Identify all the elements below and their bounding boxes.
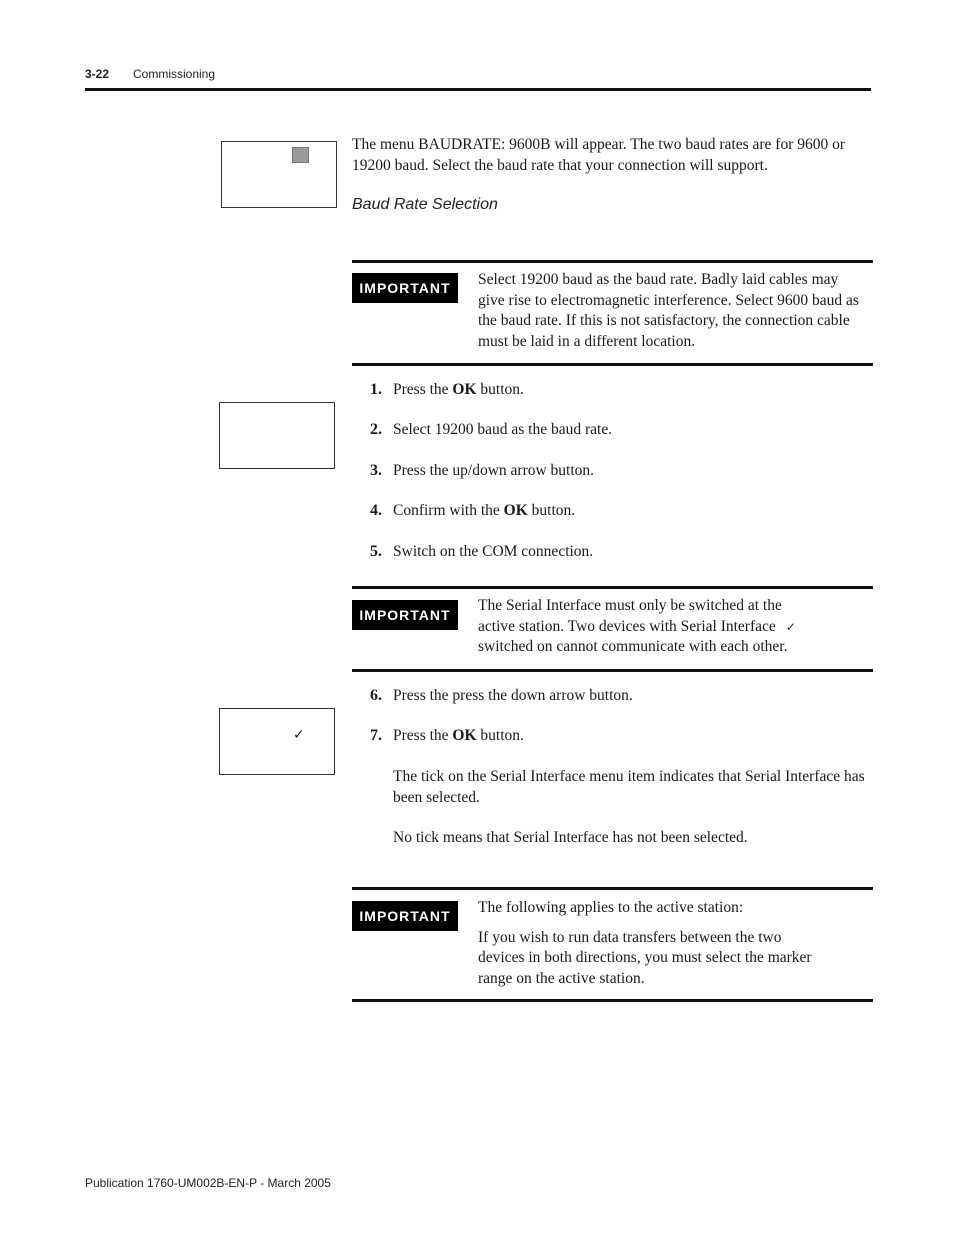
important-text <box>478 898 818 989</box>
important-paragraph: If you wish to run data transfers between the two devices in both directions, you must select the marker range on the active station. <box>478 928 812 987</box>
step-number: 1. <box>370 381 382 398</box>
important-label: IMPORTANT <box>352 901 458 931</box>
publication-footer: Publication 1760-UM002B-EN-P - March 2005 <box>85 1176 331 1190</box>
section-title: Commissioning <box>133 67 216 81</box>
important-line: active station. Two devices with Serial Interface <box>478 617 776 635</box>
lcd-display-blank <box>219 402 335 469</box>
lcd-display-baudrate <box>221 141 337 208</box>
important-bottom-rule <box>352 669 873 672</box>
important-bottom-rule <box>352 999 873 1002</box>
step-text: Press the <box>393 727 453 744</box>
step-text: Switch on the COM connection. <box>393 543 594 560</box>
step-item <box>370 461 594 481</box>
step-text: Press the press the down arrow button. <box>393 687 633 704</box>
no-tick-note: No tick means that Serial Interface has not been selected. <box>393 829 748 846</box>
step-number: 3. <box>370 462 382 479</box>
step-text: Confirm with the <box>393 502 504 519</box>
step-text: button. <box>476 381 524 398</box>
lcd-cursor-block <box>292 147 309 163</box>
figure-caption: Baud Rate Selection <box>352 196 498 213</box>
step-text: Press the <box>393 381 453 398</box>
page-number: 3-22 <box>85 67 110 81</box>
important-top-rule <box>352 586 873 589</box>
step-item <box>370 420 612 440</box>
step-item <box>370 726 524 746</box>
important-top-rule <box>352 260 873 263</box>
step-item <box>370 542 593 562</box>
step-bold: OK <box>452 381 477 398</box>
important-line: The Serial Interface must only be switched at the <box>478 597 782 614</box>
step-item <box>370 501 575 521</box>
important-label: IMPORTANT <box>352 600 458 630</box>
step-item <box>370 380 524 400</box>
step-item <box>370 686 633 706</box>
important-line: switched on cannot communicate with each other. <box>478 638 788 655</box>
step-number: 2. <box>370 421 382 438</box>
lcd-display-serial-interface <box>219 708 335 775</box>
intro-paragraph: The menu BAUDRATE: 9600B will appear. The two baud rates are for 9600 or 19200 baud. Select the baud rate that your connection will support. <box>352 136 846 174</box>
step-number: 5. <box>370 543 382 560</box>
header-rule <box>85 88 871 91</box>
important-bottom-rule <box>352 363 873 366</box>
step-text: Select 19200 baud as the baud rate. <box>393 421 613 438</box>
important-text <box>478 596 868 658</box>
important-paragraph: The following applies to the active station: <box>478 899 744 916</box>
step-number: 6. <box>370 687 382 704</box>
important-paragraph: Select 19200 baud as the baud rate. Badly laid cables may give rise to electromagnetic interference. Select 9600 baud as the baud rate. If this is not satisfactory, the connection cable must be laid in a different location. <box>478 271 859 350</box>
tick-note: The tick on the Serial Interface menu item indicates that Serial Interface has been selected. <box>393 768 865 806</box>
step-number: 4. <box>370 502 382 519</box>
step-number: 7. <box>370 727 382 744</box>
check-icon: ✓ <box>785 619 796 634</box>
important-label: IMPORTANT <box>352 273 458 303</box>
check-icon: ✓ <box>293 727 305 743</box>
step-text: button. <box>476 727 524 744</box>
important-text <box>478 270 868 352</box>
important-top-rule <box>352 887 873 890</box>
step-text: button. <box>527 502 576 519</box>
step-bold: OK <box>452 727 477 744</box>
step-text: Press the up/down arrow button. <box>393 462 595 479</box>
step-bold: OK <box>503 502 528 519</box>
